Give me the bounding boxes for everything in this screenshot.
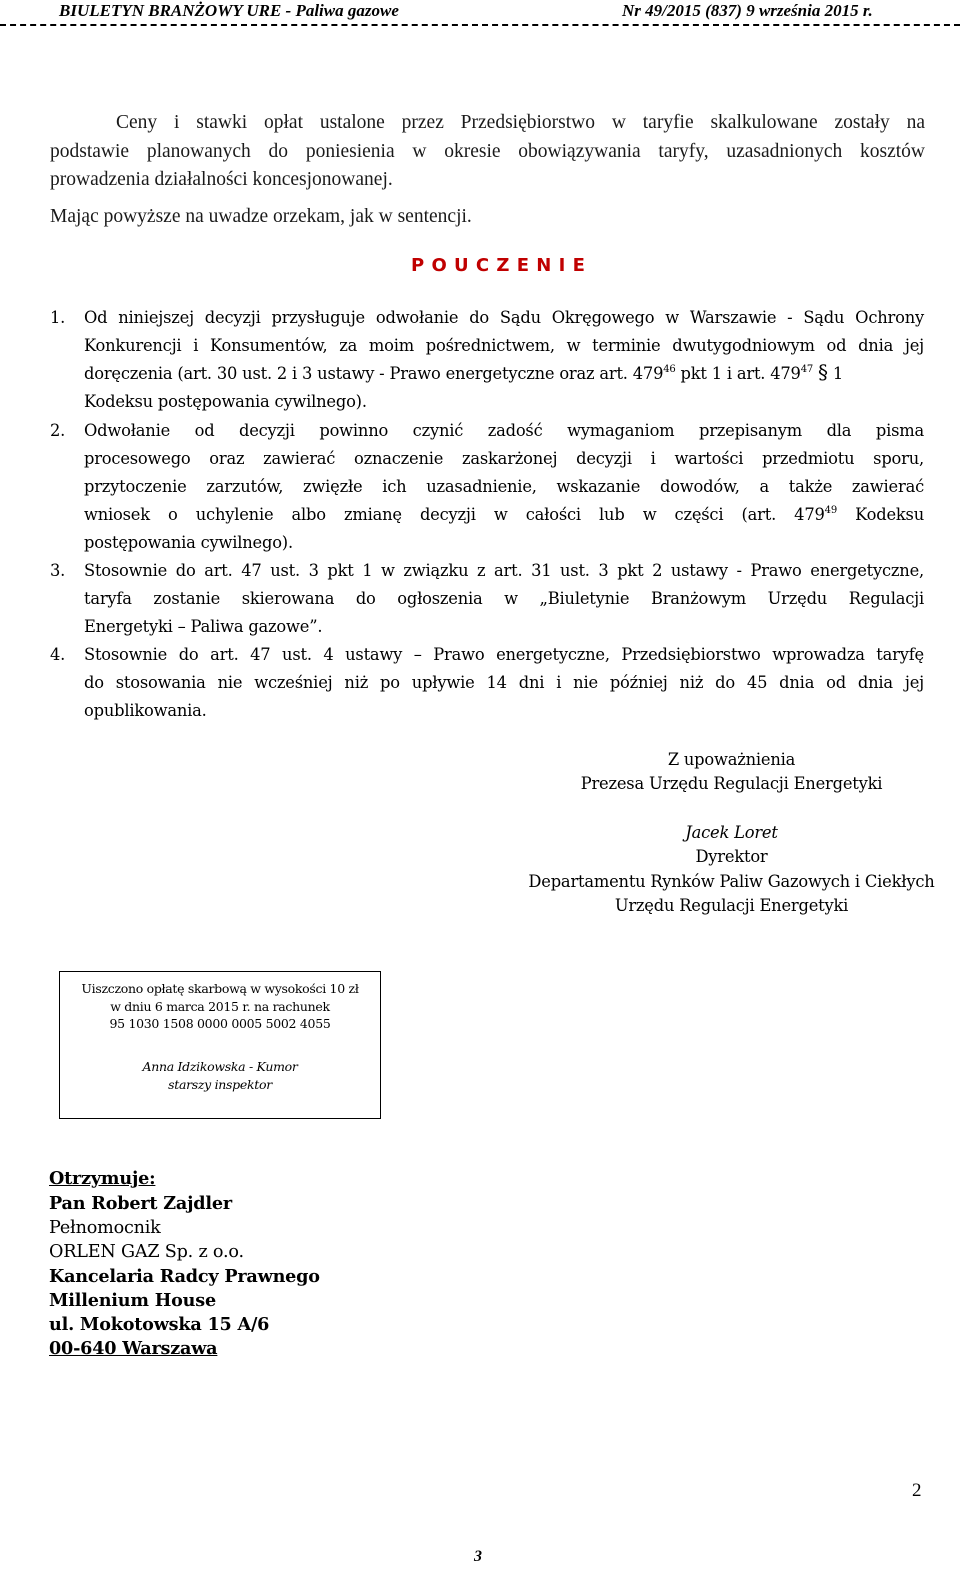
header-divider — [0, 24, 960, 29]
pouczenie-title: P O U C Z E N I E — [411, 255, 586, 276]
bulletin-issue: Nr 49/2015 (837) 9 września 2015 r. — [622, 1, 873, 20]
stamp-duty-box — [59, 971, 381, 1119]
instruction-item-4 — [0, 641, 960, 725]
recipient-street: ul. Mokotowska 15 A/6 — [49, 1314, 270, 1335]
recipient-name: Pan Robert Zajdler — [49, 1193, 232, 1214]
bulletin-page-number: 3 — [474, 1548, 482, 1565]
recipient-role: Pełnomocnik — [49, 1218, 161, 1238]
item-4-line-1: Stosownie do art. 47 ust. 4 ustawy – Prawo energetyczne, Przedsiębiorstwo wprowadza taryfę — [84, 645, 924, 664]
department-line-1: Departamentu Rynków Paliw Gazowych i Ciekłych — [528, 872, 935, 891]
item-number: 4. — [50, 645, 66, 664]
item-4-line-3: opublikowania. — [84, 701, 207, 720]
instruction-item-2 — [0, 417, 960, 557]
intro-line-3: prowadzenia działalności koncesjonowanej. — [50, 169, 393, 190]
intro-line-2: podstawie planowanych do poniesienia w okresie obowiązywania taryfy, uzasadnionych kosztów — [50, 141, 925, 162]
stamp-line-2: w dniu 6 marca 2015 r. na rachunek — [110, 999, 330, 1014]
item-number: 1. — [50, 308, 66, 327]
recipient-building: Millenium House — [49, 1290, 216, 1311]
item-1-line-2: Konkurencji i Konsumentów, za moim pośrednictwem, w terminie dwutygodniowym od dnia jej — [84, 336, 924, 355]
stamp-role: starszy inspektor — [168, 1077, 272, 1092]
item-1-line-1: Od niniejszej decyzji przysługuje odwołanie do Sądu Okręgowego w Warszawie - Sądu Ochrony — [84, 308, 924, 327]
item-4-line-2: do stosowania nie wcześniej niż po upływie 14 dni i nie później niż do 45 dnia od dnia jej — [84, 673, 924, 692]
item-3-line-2: taryfa zostanie skierowana do ogłoszenia w „Biuletynie Branżowym Urzędu Regulacji — [84, 589, 924, 608]
item-2-line-3: przytoczenie zarzutów, zwięzłe ich uzasadnienie, wskazanie dowodów, a także zawierać — [84, 477, 924, 496]
item-2-line-5: postępowania cywilnego). — [84, 533, 293, 552]
stamp-line-1: Uiszczono opłatę skarbową w wysokości 10 zł — [81, 981, 359, 996]
conclusion-line: Mając powyższe na uwadze orzekam, jak w sentencji. — [50, 206, 472, 227]
item-1-line-3: doręczenia (art. 30 ust. 2 i 3 ustawy - Prawo energetyczne oraz art. $479^{46}$ pkt 1 i art. $479^{47}$ § 1 — [84, 360, 843, 384]
item-2-line-2: procesowego oraz zawierać oznaczenie zaskarżonej decyzji i wartości przedmiotu sporu, — [84, 449, 924, 468]
recipient-city: 00-640 Warszawa — [49, 1338, 218, 1359]
signatory-name: Jacek Loret — [685, 823, 778, 842]
item-number: 2. — [50, 421, 66, 440]
inner-page-number: 2 — [912, 1480, 922, 1501]
instruction-item-1 — [0, 304, 960, 416]
instruction-item-3 — [0, 557, 960, 641]
stamp-account-number: 95 1030 1508 0000 0005 5002 4055 — [109, 1016, 331, 1031]
intro-line-1: Ceny i stawki opłat ustalone przez Przedsiębiorstwo w taryfie skalkulowane zostały na — [116, 112, 925, 133]
signatory-position: Dyrektor — [695, 847, 768, 866]
recipient-company: ORLEN GAZ Sp. z o.o. — [49, 1242, 244, 1262]
item-3-line-3: Energetyki – Paliwa gazowe”. — [84, 617, 323, 636]
recipient-office: Kancelaria Radcy Prawnego — [49, 1266, 320, 1287]
department-line-2: Urzędu Regulacji Energetyki — [614, 896, 849, 915]
item-3-line-1: Stosownie do art. 47 ust. 3 pkt 1 w związku z art. 31 ust. 3 pkt 2 ustawy - Prawo energetyczne, — [84, 561, 924, 580]
authorization-line-1: Z upoważnienia — [667, 750, 796, 769]
item-2-line-1: Odwołanie od decyzji powinno czynić zadość wymaganiom przepisanym dla pisma — [84, 421, 924, 440]
stamp-signer: Anna Idzikowska - Kumor — [142, 1059, 298, 1074]
authorization-line-2: Prezesa Urzędu Regulacji Energetyki — [580, 774, 883, 793]
item-number: 3. — [50, 561, 66, 580]
bulletin-title: BIULETYN BRANŻOWY URE - Paliwa gazowe — [59, 1, 399, 20]
item-1-line-4: Kodeksu postępowania cywilnego). — [84, 392, 367, 411]
recipient-heading: Otrzymuje: — [49, 1168, 156, 1189]
item-2-line-4: wniosek o uchylenie albo zmianę decyzji w całości lub w części (art. $479^{49}$ Kodeksu — [84, 505, 924, 524]
